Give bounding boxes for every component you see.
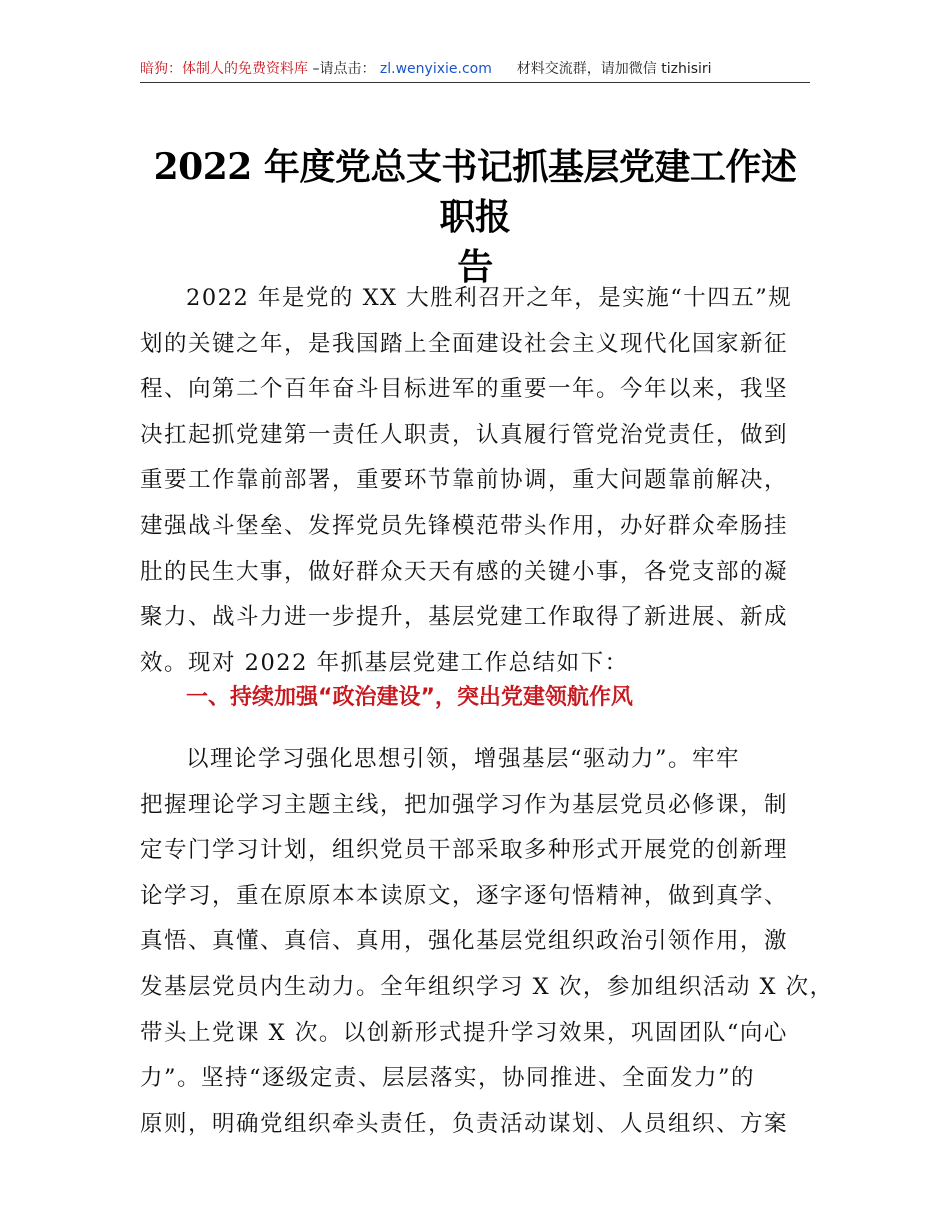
- page-header: [140, 56, 810, 82]
- title-line-2: 告: [457, 246, 493, 288]
- paragraph-line: 定专门学习计划，组织党员干部采取多种形式开展党的创新理: [140, 837, 789, 864]
- paragraph-line: 划的关键之年，是我国踏上全面建设社会主义现代化国家新征: [140, 330, 789, 357]
- click-label: –请点击：: [312, 61, 376, 77]
- section-1-paragraph: [140, 737, 834, 1147]
- paragraph-line: 重要工作靠前部署，重要环节靠前协调，重大问题靠前解决，: [140, 467, 789, 494]
- paragraph-line: 以理论学习强化思想引领，增强基层“驱动力”。牢牢: [186, 746, 741, 772]
- paragraph-line: 决扛起抓党建第一责任人职责，认真履行管党治党责任，做到: [140, 421, 789, 448]
- paragraph-line: 2022 年是党的 XX 大胜利召开之年，是实施“十四五”规: [186, 285, 793, 311]
- paragraph-line: 效。现对 2022 年抓基层党建工作总结如下：: [140, 649, 629, 676]
- paragraph-line: 把握理论学习主题主线，把加强学习作为基层党员必修课，制: [140, 791, 789, 818]
- site-link[interactable]: zl.wenyixie.com: [379, 61, 492, 77]
- paragraph-line: 发基层党员内生动力。全年组织学习 X 次，参加组织活动 X 次，: [140, 973, 834, 1000]
- paragraph-line: 建强战斗堡垒、发挥党员先锋模范带头作用，办好群众牵肠挂: [140, 512, 789, 539]
- paragraph-line: 带头上党课 X 次。以创新形式提升学习效果，巩固团队“向心: [140, 1019, 788, 1046]
- document-title: [140, 142, 810, 292]
- paragraph-line: 原则，明确党组织牵头责任，负责活动谋划、人员组织、方案: [140, 1110, 789, 1137]
- paragraph-line: 真悟、真懂、真信、真用，强化基层党组织政治引领作用，激: [140, 928, 789, 955]
- paragraph-line: 聚力、战斗力进一步提升，基层党建工作取得了新进展、新成: [140, 604, 789, 631]
- paragraph-line: 程、向第二个百年奋斗目标进军的重要一年。今年以来，我坚: [140, 376, 789, 403]
- group-note: 材料交流群，请加微信 tizhisiri: [516, 61, 712, 77]
- paragraph-line: 肚的民生大事，做好群众天天有感的关键小事，各党支部的凝: [140, 558, 789, 585]
- site-label: 暗狗：体制人的免费资料库: [140, 61, 308, 77]
- paragraph-line: 力”。坚持“逐级定责、层层落实，协同推进、全面发力”的: [140, 1065, 756, 1092]
- section-heading-1: 一、持续加强“政治建设”，突出党建领航作风: [186, 685, 633, 710]
- paragraph-line: 论学习，重在原原本本读原文，逐字逐句悟精神，做到真学、: [140, 882, 789, 909]
- header-divider: [140, 82, 810, 83]
- intro-paragraph: [140, 276, 815, 686]
- title-line-1: 2022 年度党总支书记抓基层党建工作述职报: [153, 146, 797, 238]
